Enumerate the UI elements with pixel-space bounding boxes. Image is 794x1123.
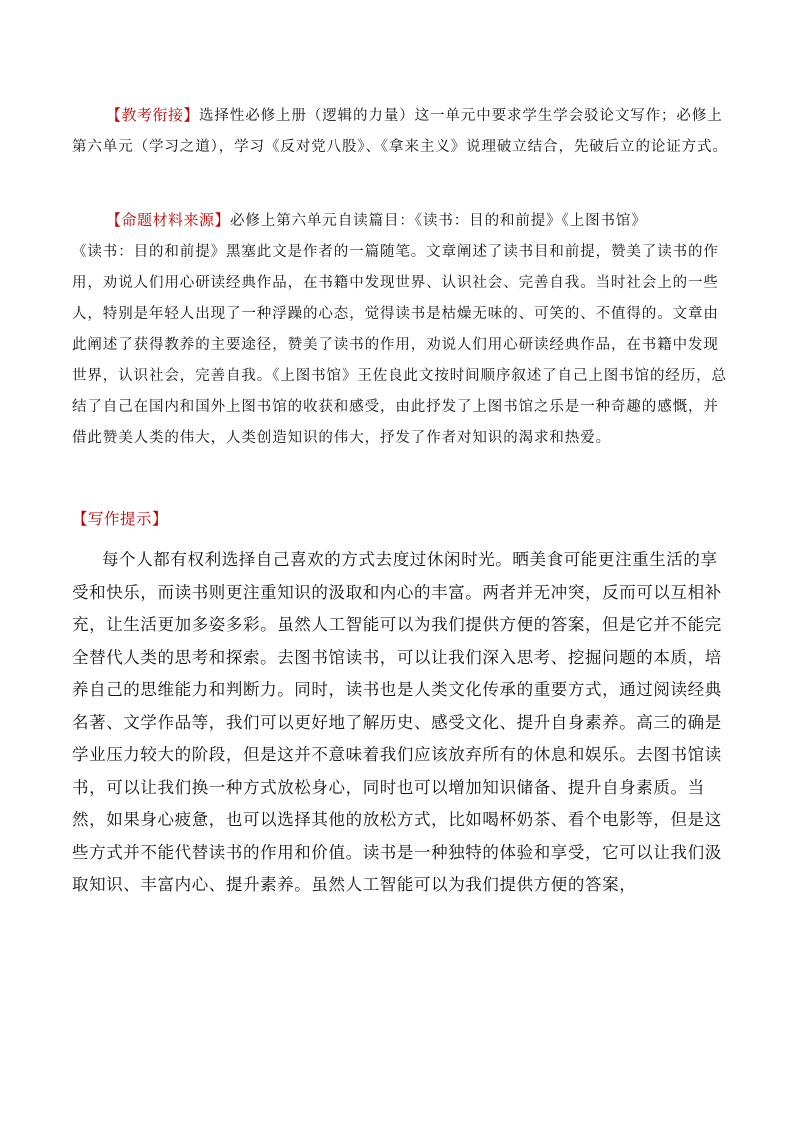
jiaokao-paragraph [72, 100, 732, 163]
jiaokao-section [72, 100, 732, 163]
writing-tip-section [72, 507, 732, 529]
writing-tag: 【写作提示】 [72, 510, 169, 528]
writing-paragraph: 每个人都有权利选择自己喜欢的方式去度过休闲时光。晒美食可能更注重生活的享受和快乐，而读书则更注重知识的汲取和内心的丰富。两者并无冲突，反而可以互相补充，让生活更加多姿多彩。虽然人工智能可以为我们提供方便的答案，但是它并不能完全替代人类的思考和探索。去图书馆读书，可以让我们深入思考、挖掘问题的本质，培养自己的思维能力和判断力。同时，读书也是人类文化传承的重要方式，通过阅读经典名著、文学作品等，我们可以更好地了解历史、感受文化、提升自身素养。高三的确是学业压力较大的阶段，但是这并不意味着我们应该放弃所有的休息和娱乐。去图书馆读书，可以让我们换一种方式放松身心，同时也可以增加知识储备、提升自身素质。当然，如果身心疲惫，也可以选择其他的放松方式，比如喝杯奶茶、看个电影等，但是这些方式并不能代替读书的作用和价值。读书是一种独特的体验和享受，它可以让我们汲取知识、丰富内心、提升素养。虽然人工智能可以为我们提供方便的答案， [72, 550, 722, 894]
source-section [72, 205, 732, 454]
source-paragraph: 《读书：目的和前提》黑塞此文是作者的一篇随笔。文章阐述了读书目和前提，赞美了读书的作用，劝说人们用心研读经典作品，在书籍中发现世界、认识社会、完善自我。当时社会上的一些人，特别是年轻人出现了一种浮躁的心态，觉得读书是枯燥无味的、可笑的、不值得的。文章由此阐述了获得教养的主要途径，赞美了读书的作用，劝说人们用心研读经典作品，在书籍中发现世界，认识社会，完善自我。《上图书馆》王佐良此文按时间顺序叙述了自己上图书馆的经历，总结了自己在国内和国外上图书馆的收获和感受，由此抒发了上图书馆之乐是一种奇趣的感慨，并借此赞美人类的伟大，人类创造知识的伟大，抒发了作者对知识的渴求和热爱。 [72, 244, 727, 446]
writing-body [72, 544, 732, 902]
source-intro: 必修上第六单元自读篇目：《读书：目的和前提》《上图书馆》 [230, 213, 647, 229]
source-intro-paragraph [72, 205, 732, 237]
jiaokao-tag: 【教考衔接】 [106, 106, 200, 124]
source-tag: 【命题材料来源】 [106, 211, 231, 229]
jiaokao-text: 选择性必修上册（逻辑的力量）这一单元中要求学生学会驳论文写作；必修上第六单元（学习之道），学习《反对党八股》、《拿来主义》说理破立结合，先破后立的论证方式。 [72, 108, 728, 155]
writing-tag-line [72, 507, 732, 529]
